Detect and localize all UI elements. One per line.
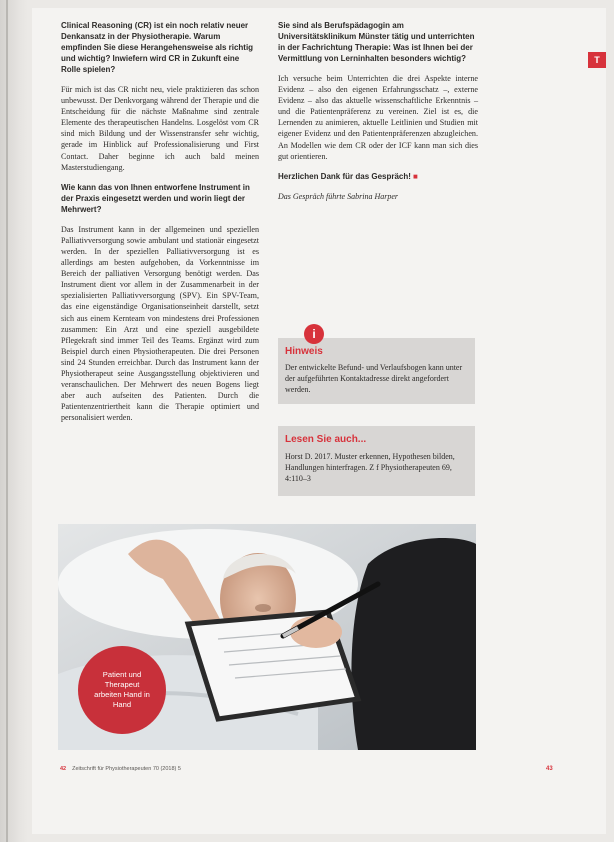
left-column: [61, 20, 259, 432]
thanks-text: Herzlichen Dank für das Gespräch!: [278, 171, 411, 181]
scan-edge: [0, 0, 28, 842]
interview-answer-1: Für mich ist das CR nicht neu, viele praktizieren das schon unbewusst. Der Denkvorgang während der Therapie und die Entscheidung für die nächste Maßnahme sind zentrale Elemente des therapeutischen Handelns. Losgelöst vom CR sind mich Bildung und der Wissenstransfer sehr wichtig, gerade im Hinblick auf Professionalisierung und First Contact. Daher beginne ich auch bald meinen Masterstudiengang.: [61, 85, 259, 172]
hinweis-box: [278, 327, 475, 404]
page-number-right: 43: [546, 766, 553, 772]
end-mark-icon: ■: [412, 171, 418, 181]
section-tab-marker: T: [588, 52, 606, 68]
thanks-line: [278, 171, 478, 182]
photo-caption-badge: [78, 646, 166, 734]
further-reading-box: [278, 426, 475, 496]
interview-answer-2: Das Instrument kann in der allgemeinen und speziellen Palliativversorgung sowie ambulant und stationär eingesetzt werden. In der speziellen Palliativversorgung ist es allerdings am besten aufgehoben, da Vorkenntnisse im Bereich der palliativen Versorgung benötigt werden. Das Instrument dient vor allem in der Zusammenarbeit in der spezialisierten Palliativversorgung (SPV). Ein SPV-Team, das eine eigenständige Organisationseinheit darstellt, setzt sich aus einem Kernteam von mindestens drei Professionen zusammen: Ein Arzt und eine speziell ausgebildete Pflegekraft sind immer Teil des Teams. Ergänzt wird zum Beispiel durch einen Physiotherapeuten. Die drei Personen sind 24 Stunden erreichbar. Durch das Instrument kann der Physiotherapeut seine Ausgangsstellung objektivieren und veranschaulichen. Der Mehrwert des neuen Bogens liegt aber auch aufseiten des Patienten. Durch die Patientenzentriertheit kann die Therapie optimiert und personalisiert werden.: [61, 224, 259, 423]
interview-question-3: Sie sind als Berufspädagogin am Universitätsklinikum Münster tätig und unterrichten in der Fachrichtung Therapie: Was ist Ihnen bei der Vermittlung von Lerninhalten besonders wichtig?: [278, 21, 475, 63]
hinweis-text: Der entwickelte Befund- und Verlaufsbogen kann unter der aufgeführten Kontaktadresse direkt angefordert werden.: [285, 363, 463, 394]
journal-name: Zeitschrift für Physiotherapeuten 70 (2018) 5: [72, 766, 181, 772]
interview-answer-3: Ich versuche beim Unterrichten die drei Aspekte interne Evidenz – also den eigenen Erfahrungsschatz –, externe Evidenz – also das aktuelle wissenschaftliche Erkenntnis – und die Patientenpräferenz zu vereinen. Ziel ist es, die Lernenden zu animieren, aktuelle Leitlinien und Studien mit eigener Evidenz und den Patientenpräferenzen abzugleichen. An Modellen wie dem CR oder der ICF kann man sich dies gut orientieren.: [278, 74, 478, 161]
info-icon: i: [304, 324, 324, 344]
interview-question-2: Wie kann das von Ihnen entworfene Instrument in der Praxis eingesetzt werden und worin liegt der Mehrwert?: [61, 182, 250, 214]
photo-caption-text: Patient und Therapeut arbeiten Hand in Hand: [94, 670, 150, 709]
further-reading-reference: Horst D. 2017. Muster erkennen, Hypothesen bilden, Handlungen hinterfragen. Z f Physiotherapeuten 69, 4:110–3: [285, 452, 455, 483]
further-reading-title: Lesen Sie auch...: [285, 434, 367, 445]
page-number-left: 42: [60, 766, 67, 772]
hinweis-title: Hinweis: [285, 346, 323, 357]
scan-fold-line: [6, 0, 8, 842]
page-footer-left: [60, 766, 181, 772]
byline: Das Gespräch führte Sabrina Harper: [278, 191, 398, 201]
interview-question-1: Clinical Reasoning (CR) ist ein noch relativ neuer Denkansatz in der Physiotherapie. Warum empfinden Sie diese Herangehensweise als richtig und wichtig? Inwiefern wird CR in Zukunft eine Rolle spielen?: [61, 21, 254, 74]
right-column: [278, 20, 478, 211]
